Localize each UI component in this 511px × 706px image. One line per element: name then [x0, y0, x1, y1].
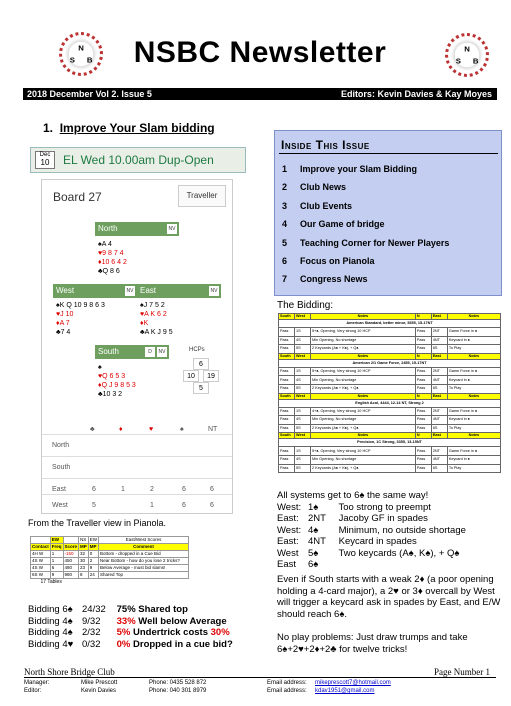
traveller-top-row: EW NS EW East/West Scores	[31, 537, 189, 544]
event-header	[30, 147, 246, 173]
list-item[interactable]: 1 Improve your Slam Bidding	[282, 164, 418, 174]
west-clubs: ♣7 4	[56, 329, 71, 336]
list-item: East: 2NT Jacoby GF in spades	[277, 513, 428, 524]
bidding-table	[278, 313, 501, 473]
footer-club: North Shore Bridge Club	[24, 667, 115, 677]
bidding-header-row: South West Notes N East Notes	[279, 314, 501, 320]
bidding-system-row: Precision, 1C Strong, 3355, 13-15NT	[279, 439, 501, 447]
list-item[interactable]: 4 Our Game of bridge	[282, 219, 385, 229]
table-row: Pass 4S Min Opening, No shortage Pass 4NT Keycard in ♠	[279, 376, 501, 385]
svg-text:N: N	[464, 44, 470, 54]
hcp-south: 5	[193, 382, 209, 394]
hcp-label: HCPs	[189, 347, 205, 353]
north-spades: ♠A 4	[98, 241, 112, 248]
analysis-paragraph: No play problems: Just draw trumps and take 6♠+2♥+2♦+2♣ for twelve tricks!	[277, 632, 468, 655]
traveller-button[interactable]: Traveller	[178, 185, 226, 207]
hcp-east: 19	[203, 370, 219, 382]
bidding-analysis	[277, 490, 466, 571]
list-item: East 6♠	[277, 559, 319, 570]
svg-text:S: S	[69, 55, 75, 65]
tricks-row-north: North	[42, 434, 232, 456]
tables-count: 17 Tables	[40, 579, 62, 586]
table-row: Pass 1S 4+♠, Opening, Very strong 10 HCP Pass 2NT Game Force in ♠	[279, 407, 501, 416]
board-title: Board 27	[53, 190, 102, 204]
vulnerability-badge: NV	[158, 349, 166, 355]
board-panel	[41, 179, 233, 514]
vulnerability-badge: NV	[210, 288, 218, 294]
traveller-head-row: Contact Freq Score MP MP Comment	[31, 544, 189, 551]
list-item: East: 4NT Keycard in spades	[277, 536, 417, 547]
list-item: Bidding 6♠ 24/32 75% Shared top	[28, 604, 188, 615]
section-title: 1. Improve Your Slam bidding	[43, 121, 215, 135]
table-row: Pass 1S 5+♠, Opening, Very strong 10 HCP Pass 2NT Game Force in ♠	[279, 447, 501, 456]
hcp-north: 6	[193, 358, 209, 370]
north-header: North NV	[95, 222, 179, 236]
table-row: Pass 4S Min Opening, No shortage Pass 4NT Keycard in ♠	[279, 336, 501, 345]
bidding-header-row: South West Notes N East Notes	[279, 393, 501, 399]
club-logo-right	[445, 33, 489, 77]
bidding-header-row: South West Notes N East Notes	[279, 353, 501, 359]
south-diamonds: ♦Q J 9 8 5 3	[98, 382, 136, 389]
divider	[24, 677, 496, 678]
table-row: Pass 5S 2 Keycards (A♠ + K♠), + Q♠ Pass 6S To Play	[279, 345, 501, 354]
table-row: Pass 4S Min Opening, No shortage Pass 4NT Keycard in ♠	[279, 416, 501, 425]
svg-text:N: N	[78, 43, 84, 53]
south-spades: ♠	[98, 364, 102, 371]
event-name: EL Wed 10.00am Dup-Open	[63, 153, 214, 167]
west-hearts: ♥J 10	[56, 311, 74, 318]
tricks-row-south: South	[42, 456, 232, 478]
footer-page-number: Page Number 1	[434, 667, 490, 677]
north-hearts: ♥9 8 7 4	[98, 250, 124, 257]
svg-text:B: B	[86, 55, 93, 65]
calendar-icon: Dec 10	[35, 151, 55, 169]
south-header: South D NV	[95, 345, 169, 359]
inside-this-issue-box	[274, 130, 502, 296]
east-diamonds: ♦K	[140, 320, 149, 327]
club-logo-left	[59, 32, 103, 76]
west-header: West NV	[53, 284, 137, 298]
bidding-system-row: English Acol, 4444, 12-14 NT, Strong 2	[279, 399, 501, 407]
table-row: 6S W 9 980 8 24 Shared Top	[31, 572, 189, 579]
table-row: Pass 5S 2 Keycards (A♠ + K♠), + Q♠ Pass 6S To Play	[279, 424, 501, 433]
bid-summary	[28, 604, 233, 650]
hcp-west: 10	[183, 370, 199, 382]
table-row: Pass 5S 2 Keycards (A♠ + K♠), + Q♠ Pass 6S To Play	[279, 384, 501, 393]
bidding-heading: The Bidding:	[277, 300, 334, 311]
west-diamonds: ♦A 7	[56, 320, 70, 327]
table-row: Pass 4S Min Opening, No shortage Pass 4NT Keycard in ♠	[279, 455, 501, 464]
editor-email-link[interactable]: kdav1951@gmail.com	[315, 688, 375, 694]
vulnerability-badge: NV	[168, 226, 176, 232]
list-item[interactable]: 2 Club News	[282, 182, 347, 192]
newsletter-title: NSBC Newsletter	[133, 36, 387, 69]
table-row: Pass 1S 5+♠, Opening, Very strong 10 HCP Pass 2NT Game Force in ♠	[279, 328, 501, 337]
tricks-row-west: West 5 1 6 6	[42, 494, 232, 516]
svg-text:B: B	[472, 56, 479, 66]
editors-label: Editors: Kevin Davies & Kay Moyes	[340, 89, 492, 99]
table-row: Pass 5S 2 Keycards (A♠ + K♠), + Q♠ Pass 6S To Play	[279, 464, 501, 473]
list-item: West: 4♠ Minimum, no outside shortage	[277, 524, 466, 536]
tricks-header: ♣ ♦ ♥ ♠ NT	[90, 426, 218, 433]
analysis-paragraph: Even if South starts with a weak 2♦ (a poor opening holding a 4-card major), a 2♥ or 3♦ overcall by West will trigger a keycard ask in spades by East, and E/W should reach 6♠.	[277, 574, 501, 620]
inside-heading: Inside This Issue	[281, 138, 370, 152]
east-clubs: ♣A K J 9 5	[140, 329, 173, 336]
board-caption: From the Traveller view in Pianola.	[28, 518, 167, 528]
east-hearts: ♥A K 6 2	[140, 311, 167, 318]
list-item[interactable]: 5 Teaching Corner for Newer Players	[282, 238, 450, 248]
list-item[interactable]: 3 Club Events	[282, 201, 353, 211]
east-header: East NV	[137, 284, 221, 298]
list-item: Bidding 4♠ 9/32 33% Well below Average	[28, 615, 227, 627]
issue-label: 2018 December Vol 2. Issue 5	[27, 89, 152, 99]
list-item: West: 1♠ Too strong to preempt	[277, 501, 431, 513]
table-row: 4S W 1 450 30 2 Near Bottom - how do you lose 2 tricks?	[31, 558, 189, 565]
vulnerability-badge: NV	[126, 288, 134, 294]
list-item: Bidding 4♥ 0/32 0% Dropped in a cue bid?	[28, 638, 233, 650]
bidding-system-row: American Standard, better minor, 5355, 15-17NT	[279, 320, 501, 328]
bidding-header-row: South West Notes N East Notes	[279, 433, 501, 439]
divider	[279, 153, 498, 154]
north-diamonds: ♦10 6 4 2	[98, 259, 127, 266]
list-item[interactable]: 7 Congress News	[282, 274, 368, 284]
traveller-table	[30, 536, 189, 586]
south-clubs: ♣10 3 2	[98, 391, 123, 398]
analysis-intro: All systems get to 6♠ the same way!	[277, 490, 429, 501]
manager-email-link[interactable]: mikeprescott7@hotmail.com	[315, 680, 391, 686]
south-hearts: ♥Q 6 5 3	[98, 373, 126, 380]
svg-text:S: S	[455, 56, 461, 66]
bidding-system-row: American 2/1 Game Force, 2455, 15-17NT	[279, 359, 501, 367]
table-row: 4S W 6 480 23 9 Below Average - must bid slams!	[31, 565, 189, 572]
west-spades: ♠K Q 10 9 8 6 3	[56, 302, 105, 309]
east-spades: ♠J 7 5 2	[140, 302, 165, 309]
issue-bar	[23, 88, 497, 100]
table-row: Pass 1S 5+♠, Opening, Very strong 10 HCP Pass 2NT Game Force in ♠	[279, 367, 501, 376]
dealer-badge: D	[145, 347, 155, 357]
tricks-row-east: East 6 1 2 6 6	[42, 478, 232, 500]
table-row: 4H W 1 -150 32 0 Bottom - dropped in a Cue Bid	[31, 551, 189, 558]
north-clubs: ♣Q 8 6	[98, 268, 120, 275]
list-item[interactable]: 6 Focus on Pianola	[282, 256, 375, 266]
list-item: West 5♠ Two keycards (A♠, K♠), + Q♠	[277, 547, 460, 559]
list-item: Bidding 4♠ 2/32 5% Undertrick costs 30%	[28, 627, 230, 638]
